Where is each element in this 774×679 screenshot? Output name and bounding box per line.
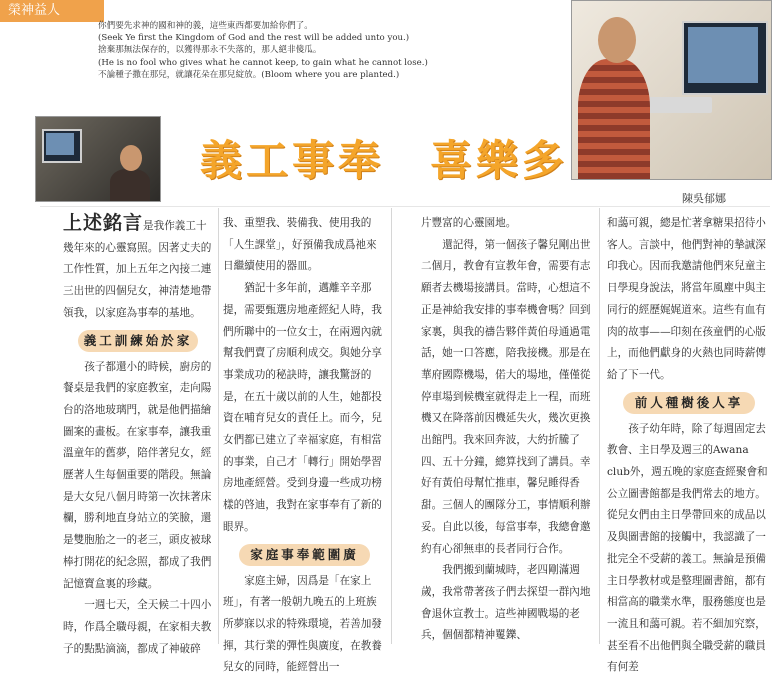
column-divider	[599, 208, 600, 644]
quote-line-1: 你們要先求神的國和神的義，這些東西都要加給你們了。	[98, 21, 313, 31]
col1-paragraph-2: 孩子都還小的時候，廚房的餐桌是我們的家庭教室，走向陽台的洛地玻璃門，就是他們描繪圖案的畫板。在家事奉，讓我重溫童年的舊夢，陪伴著兒女，經歷著人生每個重要的階段。無論是大女兒八個月時第一次抹著床欄，勝利地直身站立的笑臉，還是雙胞胎之一的老三，頭皮被球棒打開花的紀念照，都成了我們記憶寶盒裏的珍藏。	[63, 360, 212, 590]
quote-line-3: 捨棄那無法保存的，以獲得那永不失落的，那人絕非傻瓜。	[98, 45, 322, 56]
column-divider	[391, 208, 392, 644]
col3-paragraph-2: 還記得，第一個孩子馨兒剛出世二個月，教會有宣教年會，需要有志願者去機場接講員。當時，心想這不正是神給我安排的事奉機會嗎？回到家裏，與我的禱告夥伴黃伯母通過電話，她一口答應，陪我接機。那是在華府國際機場，偌大的場地，僅僅從停車場到候機室就得走上一程，而班機又在降落前因機延失火，幾次更換出館門。我來回奔波，大約折騰了四、五十分鐘，總算找到了講員。幸好有黃伯母幫忙推車，馨兒睡得香甜。三個人的團隊分工，事情順利辦妥。自此以後，每當事奉，我總會邀約有心卻無車的長者同行合作。	[421, 238, 591, 555]
quote-line-4: (He is no fool who gives what he cannot keep, to gain what he cannot lose.)	[98, 57, 428, 68]
author-photo-large	[571, 0, 772, 180]
lead-phrase: 上述銘言	[63, 212, 144, 234]
col2-paragraph-1: 我、重塑我、裝備我、使用我的「人生課堂」，好預備我成爲祂來日繼續使用的器皿。	[223, 217, 377, 273]
section-tag: 榮神益人	[0, 0, 104, 22]
column-1	[63, 212, 213, 655]
col4-paragraph-1: 和藹可親，總是忙著拿糖果招待小客人。言談中，他們對神的摯誠深印我心。因而我邀請他們來兒童主日學現身說法，將當年風塵中與主同行的經歷娓娓道來。這些有血有肉的故事——印刻在孩童們的心版上，而他們獻身的火熱也同時薪傳給了下一代。	[607, 217, 766, 381]
col2-paragraph-3: 家庭主婦，因爲是「在家上班」，有著一般朝九晚五的上班族所夢寐以求的特殊環境，若善加發揮，其行業的彈性與廣度，在教養兒女的同時，能經營出一	[223, 574, 382, 674]
article-title: 義工事奉 喜樂多	[200, 136, 569, 185]
column-2	[223, 213, 386, 674]
column-divider	[218, 208, 219, 644]
quote-line-5: 不論種子撒在那兒，就讓花朵在那兒綻放。(Bloom where you are planted.)	[98, 69, 400, 80]
col2-paragraph-2: 猶記十多年前，邁離辛辛那提，需要甄選房地產經紀人時，我們所聯中的一位女士，在兩週內就幫我們賣了房順利成交。與她分享事業成功的秘訣時，讓我驚訝的是，在五十歲以前的人生，她都投資在哺育兒女的責任上。而今，兒女們都已建立了幸福家庭，有相當的事業，自己才「轉行」開始學習房地產經營。受到身邊一些成功榜樣的啓迪，我對在家事奉有了新的眼界。	[223, 282, 382, 533]
lead-paragraph	[63, 213, 213, 325]
col4-paragraph-2: 孩子幼年時，除了每週固定去教會、主日學及週三的Awana club外，週五晚的家庭查經聚會和公立圖書館都是我們常去的地方。從兒女們由主日學帶回來的成品以及與圖書館的接觸中，我認識了一批完全不受薪的義工。無論是預備主日學教材或是整理圖書館，都有相當高的職業水準，服務態度也是一流且和藹可親。若不細加究察，甚至看不出他們與全職受薪的職員有何差	[607, 422, 768, 674]
col3-paragraph-3: 我們搬到蘭城時，老四剛滿週歲，我常帶著孩子們去探望一群內地會退休宣教士。這些神國戰場的老兵，個個都精神矍鑠、	[421, 564, 591, 642]
col1-paragraph-3: 一週七天，全天候二十四小時，作爲全職母親，在家相夫教子的點點滴滴，都成了神破碎	[63, 599, 212, 655]
author-name: 陳吳郁娜	[682, 192, 726, 205]
quote-line-2: (Seek Ye first the Kingdom of God and the rest will be added unto you.)	[98, 33, 410, 44]
epigraph-quotes	[98, 20, 578, 81]
column-3	[421, 213, 592, 649]
header-divider	[40, 206, 770, 207]
subheading-volunteer-training: 義工訓練始於家	[78, 330, 198, 352]
subheading-predecessors: 前人種樹後人享	[623, 392, 754, 414]
author-photo-small	[35, 116, 161, 202]
lead-text: 是我作義工十幾年來的心靈寫照。因著丈夫的工作性質，加上五年之內接二連三出世的四個兒女，神清楚地帶領我，以家庭為事奉的基地。	[63, 220, 212, 319]
subheading-family-ministry: 家庭事奉範圍廣	[239, 544, 369, 566]
column-4	[607, 213, 771, 674]
col3-paragraph-1: 片豐富的心靈園地。	[421, 217, 517, 229]
